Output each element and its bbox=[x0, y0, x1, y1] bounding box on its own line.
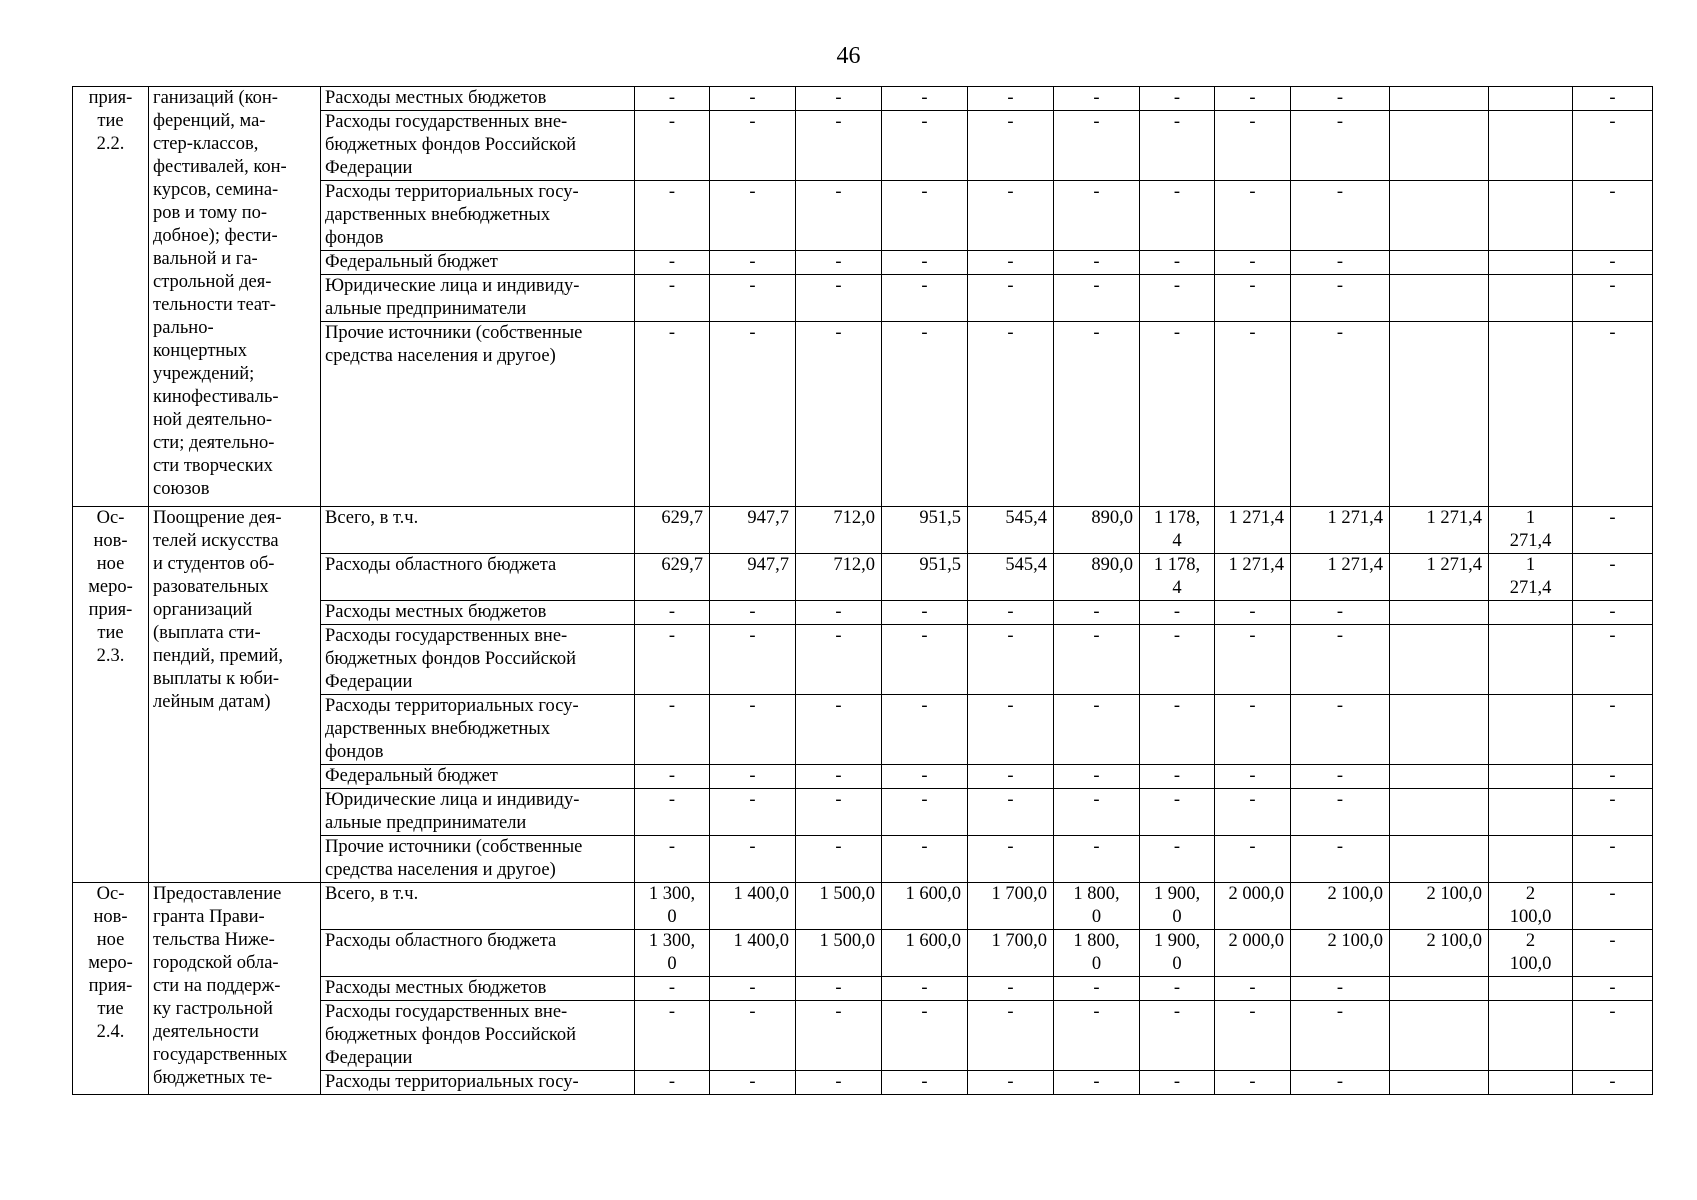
value-cell: - bbox=[882, 275, 968, 322]
value-cell: - bbox=[1291, 251, 1390, 275]
value-cell: - bbox=[1215, 625, 1291, 695]
value-cell: - bbox=[882, 789, 968, 836]
value-cell: - bbox=[1573, 1001, 1653, 1071]
value-cell bbox=[1390, 322, 1489, 507]
funding-source: Расходы местных бюджетов bbox=[321, 977, 635, 1001]
value-cell: - bbox=[1140, 765, 1215, 789]
value-cell: - bbox=[635, 181, 710, 251]
funding-source: Расходы областного бюджета bbox=[321, 930, 635, 977]
value-cell: - bbox=[1215, 977, 1291, 1001]
value-cell: - bbox=[882, 87, 968, 111]
table-row bbox=[73, 883, 1653, 930]
value-cell bbox=[1390, 275, 1489, 322]
value-cell: - bbox=[882, 601, 968, 625]
value-cell: - bbox=[968, 87, 1054, 111]
activity-number: прия- тие 2.2. bbox=[73, 87, 149, 507]
value-cell: - bbox=[968, 1071, 1054, 1095]
value-cell: 1 271,4 bbox=[1291, 554, 1390, 601]
value-cell bbox=[1489, 275, 1573, 322]
value-cell: 1 800, 0 bbox=[1054, 930, 1140, 977]
value-cell bbox=[1390, 695, 1489, 765]
funding-source: Юридические лица и индивиду- альные предприниматели bbox=[321, 275, 635, 322]
value-cell: 2 000,0 bbox=[1215, 930, 1291, 977]
value-cell bbox=[1390, 789, 1489, 836]
value-cell: 629,7 bbox=[635, 554, 710, 601]
value-cell: - bbox=[1291, 87, 1390, 111]
value-cell: - bbox=[710, 181, 796, 251]
funding-source: Всего, в т.ч. bbox=[321, 883, 635, 930]
value-cell: - bbox=[796, 695, 882, 765]
value-cell: - bbox=[710, 251, 796, 275]
value-cell: - bbox=[635, 1001, 710, 1071]
value-cell: 1 800, 0 bbox=[1054, 883, 1140, 930]
value-cell: - bbox=[710, 275, 796, 322]
value-cell bbox=[1489, 87, 1573, 111]
value-cell bbox=[1489, 836, 1573, 883]
value-cell: - bbox=[1573, 883, 1653, 930]
value-cell: - bbox=[1573, 251, 1653, 275]
value-cell: - bbox=[968, 625, 1054, 695]
value-cell: - bbox=[796, 789, 882, 836]
value-cell: - bbox=[635, 695, 710, 765]
funding-source: Расходы местных бюджетов bbox=[321, 601, 635, 625]
value-cell: - bbox=[882, 251, 968, 275]
value-cell: - bbox=[796, 87, 882, 111]
value-cell: - bbox=[1140, 977, 1215, 1001]
value-cell: - bbox=[796, 625, 882, 695]
value-cell: - bbox=[1291, 322, 1390, 507]
value-cell: - bbox=[1215, 1071, 1291, 1095]
value-cell: - bbox=[635, 322, 710, 507]
value-cell: - bbox=[882, 181, 968, 251]
funding-source: Расходы областного бюджета bbox=[321, 554, 635, 601]
value-cell: - bbox=[882, 765, 968, 789]
value-cell: - bbox=[1291, 111, 1390, 181]
value-cell: - bbox=[1054, 601, 1140, 625]
value-cell: - bbox=[1140, 789, 1215, 836]
value-cell: - bbox=[1140, 181, 1215, 251]
funding-source: Расходы государственных вне- бюджетных фондов Российской Федерации bbox=[321, 625, 635, 695]
activity-name: Поощрение дея- телей искусства и студентов об- разовательных организаций (выплата сти- пендий, премий, выплаты к юби- лейным датам) bbox=[149, 507, 321, 883]
value-cell: - bbox=[882, 977, 968, 1001]
value-cell: - bbox=[710, 977, 796, 1001]
value-cell: - bbox=[1573, 111, 1653, 181]
value-cell: - bbox=[1140, 625, 1215, 695]
value-cell: - bbox=[1054, 977, 1140, 1001]
value-cell bbox=[1390, 181, 1489, 251]
value-cell: 947,7 bbox=[710, 554, 796, 601]
value-cell bbox=[1489, 251, 1573, 275]
value-cell bbox=[1489, 322, 1573, 507]
value-cell: 1 900, 0 bbox=[1140, 883, 1215, 930]
value-cell bbox=[1390, 1071, 1489, 1095]
value-cell: 951,5 bbox=[882, 507, 968, 554]
value-cell: - bbox=[1573, 836, 1653, 883]
funding-source: Расходы государственных вне- бюджетных фондов Российской Федерации bbox=[321, 1001, 635, 1071]
value-cell: - bbox=[1140, 836, 1215, 883]
value-cell: - bbox=[1291, 625, 1390, 695]
value-cell bbox=[1489, 1071, 1573, 1095]
value-cell bbox=[1489, 181, 1573, 251]
value-cell: - bbox=[1054, 87, 1140, 111]
value-cell: 1 400,0 bbox=[710, 930, 796, 977]
value-cell: - bbox=[710, 1001, 796, 1071]
value-cell: - bbox=[1573, 554, 1653, 601]
value-cell: - bbox=[968, 1001, 1054, 1071]
value-cell: - bbox=[1291, 275, 1390, 322]
value-cell: - bbox=[968, 275, 1054, 322]
value-cell bbox=[1489, 789, 1573, 836]
table-row bbox=[73, 87, 1653, 111]
value-cell: - bbox=[1291, 181, 1390, 251]
value-cell: - bbox=[1573, 765, 1653, 789]
value-cell: 2 100,0 bbox=[1489, 930, 1573, 977]
value-cell: - bbox=[1215, 836, 1291, 883]
value-cell: - bbox=[1573, 601, 1653, 625]
value-cell: 890,0 bbox=[1054, 507, 1140, 554]
value-cell: - bbox=[1215, 87, 1291, 111]
value-cell: 951,5 bbox=[882, 554, 968, 601]
value-cell bbox=[1489, 601, 1573, 625]
value-cell bbox=[1390, 1001, 1489, 1071]
value-cell: - bbox=[1140, 275, 1215, 322]
value-cell: 890,0 bbox=[1054, 554, 1140, 601]
value-cell: - bbox=[710, 695, 796, 765]
value-cell: 1 700,0 bbox=[968, 883, 1054, 930]
value-cell: - bbox=[1573, 930, 1653, 977]
funding-source: Юридические лица и индивиду- альные предприниматели bbox=[321, 789, 635, 836]
value-cell: - bbox=[882, 695, 968, 765]
value-cell: - bbox=[882, 836, 968, 883]
value-cell bbox=[1390, 111, 1489, 181]
value-cell: - bbox=[968, 322, 1054, 507]
value-cell: 1 900, 0 bbox=[1140, 930, 1215, 977]
activity-name: ганизаций (кон- ференций, ма- стер-классов, фестивалей, кон- курсов, семина- ров и тому по- добное); фести- вальной и га- строльной дея- тельности теат- рально- концертных учреждений; кинофестиваль- ной деятельно- сти; деятельно- сти творческих союзов bbox=[149, 87, 321, 507]
value-cell: - bbox=[1140, 1071, 1215, 1095]
value-cell: - bbox=[1291, 977, 1390, 1001]
value-cell: 1 271,4 bbox=[1390, 507, 1489, 554]
funding-source: Прочие источники (собственные средства населения и другое) bbox=[321, 836, 635, 883]
value-cell: - bbox=[796, 1071, 882, 1095]
value-cell: - bbox=[968, 836, 1054, 883]
value-cell: - bbox=[635, 275, 710, 322]
value-cell: - bbox=[1573, 275, 1653, 322]
value-cell: - bbox=[1054, 275, 1140, 322]
value-cell: - bbox=[635, 765, 710, 789]
value-cell: - bbox=[882, 625, 968, 695]
value-cell: - bbox=[1054, 322, 1140, 507]
value-cell: - bbox=[710, 765, 796, 789]
activity-name: Предоставление гранта Прави- тельства Ниже- городской обла- сти на поддерж- ку гастрольной деятельности государственных бюджетных те- bbox=[149, 883, 321, 1095]
funding-source: Всего, в т.ч. bbox=[321, 507, 635, 554]
value-cell: 545,4 bbox=[968, 507, 1054, 554]
value-cell: - bbox=[1215, 601, 1291, 625]
value-cell: - bbox=[796, 275, 882, 322]
value-cell: - bbox=[635, 87, 710, 111]
value-cell: 1 271,4 bbox=[1291, 507, 1390, 554]
value-cell: - bbox=[882, 1071, 968, 1095]
value-cell: - bbox=[710, 836, 796, 883]
value-cell: - bbox=[635, 601, 710, 625]
value-cell bbox=[1489, 977, 1573, 1001]
value-cell: 1 500,0 bbox=[796, 883, 882, 930]
value-cell bbox=[1489, 625, 1573, 695]
value-cell: - bbox=[796, 765, 882, 789]
value-cell: 1 178, 4 bbox=[1140, 507, 1215, 554]
value-cell: 2 000,0 bbox=[1215, 883, 1291, 930]
value-cell: - bbox=[1215, 181, 1291, 251]
value-cell: - bbox=[1573, 625, 1653, 695]
value-cell: - bbox=[882, 1001, 968, 1071]
page-number: 46 bbox=[836, 43, 861, 69]
funding-source: Расходы территориальных госу- дарственных внебюджетных фондов bbox=[321, 181, 635, 251]
value-cell: - bbox=[710, 601, 796, 625]
value-cell: - bbox=[1140, 1001, 1215, 1071]
value-cell: - bbox=[1215, 1001, 1291, 1071]
value-cell bbox=[1489, 1001, 1573, 1071]
value-cell: - bbox=[710, 87, 796, 111]
value-cell: - bbox=[1573, 695, 1653, 765]
value-cell: - bbox=[1573, 1071, 1653, 1095]
value-cell: 2 100,0 bbox=[1390, 883, 1489, 930]
value-cell: - bbox=[1054, 251, 1140, 275]
value-cell: - bbox=[968, 181, 1054, 251]
funding-source: Федеральный бюджет bbox=[321, 251, 635, 275]
value-cell: - bbox=[1215, 275, 1291, 322]
value-cell bbox=[1390, 836, 1489, 883]
value-cell: - bbox=[635, 836, 710, 883]
value-cell: 2 100,0 bbox=[1489, 883, 1573, 930]
value-cell bbox=[1390, 765, 1489, 789]
value-cell: - bbox=[796, 181, 882, 251]
value-cell: - bbox=[1215, 789, 1291, 836]
value-cell: 2 100,0 bbox=[1291, 883, 1390, 930]
value-cell bbox=[1390, 87, 1489, 111]
budget-table bbox=[72, 86, 1653, 1095]
value-cell bbox=[1489, 765, 1573, 789]
funding-source: Расходы местных бюджетов bbox=[321, 87, 635, 111]
value-cell: - bbox=[1054, 765, 1140, 789]
value-cell: - bbox=[635, 251, 710, 275]
value-cell: - bbox=[710, 1071, 796, 1095]
value-cell: - bbox=[1291, 1001, 1390, 1071]
value-cell: 1 600,0 bbox=[882, 883, 968, 930]
value-cell: 947,7 bbox=[710, 507, 796, 554]
value-cell bbox=[1390, 977, 1489, 1001]
value-cell: - bbox=[635, 111, 710, 181]
funding-source: Расходы государственных вне- бюджетных фондов Российской Федерации bbox=[321, 111, 635, 181]
value-cell: - bbox=[1291, 601, 1390, 625]
value-cell: - bbox=[1140, 111, 1215, 181]
value-cell: - bbox=[796, 836, 882, 883]
value-cell: - bbox=[1140, 322, 1215, 507]
value-cell: - bbox=[1573, 789, 1653, 836]
value-cell: 1 271,4 bbox=[1390, 554, 1489, 601]
value-cell: 1 271,4 bbox=[1215, 554, 1291, 601]
value-cell: - bbox=[1140, 601, 1215, 625]
value-cell: 1 271,4 bbox=[1489, 507, 1573, 554]
value-cell: - bbox=[1573, 322, 1653, 507]
funding-source: Расходы территориальных госу- дарственных внебюджетных фондов bbox=[321, 695, 635, 765]
value-cell: 629,7 bbox=[635, 507, 710, 554]
value-cell: - bbox=[1573, 181, 1653, 251]
value-cell: - bbox=[1054, 695, 1140, 765]
value-cell bbox=[1390, 625, 1489, 695]
value-cell: - bbox=[1054, 789, 1140, 836]
value-cell: - bbox=[796, 601, 882, 625]
value-cell: - bbox=[796, 1001, 882, 1071]
value-cell: - bbox=[1140, 695, 1215, 765]
activity-number: Ос- нов- ное меро- прия- тие 2.3. bbox=[73, 507, 149, 883]
value-cell: 1 300, 0 bbox=[635, 930, 710, 977]
table-row bbox=[73, 507, 1653, 554]
value-cell: - bbox=[635, 625, 710, 695]
value-cell: - bbox=[796, 251, 882, 275]
value-cell: - bbox=[1291, 836, 1390, 883]
value-cell: - bbox=[635, 789, 710, 836]
value-cell: 1 500,0 bbox=[796, 930, 882, 977]
value-cell bbox=[1489, 111, 1573, 181]
value-cell: - bbox=[1054, 1001, 1140, 1071]
value-cell: - bbox=[1054, 625, 1140, 695]
value-cell: - bbox=[635, 977, 710, 1001]
value-cell: - bbox=[1215, 322, 1291, 507]
value-cell: - bbox=[1054, 836, 1140, 883]
value-cell: - bbox=[710, 625, 796, 695]
value-cell: - bbox=[1215, 765, 1291, 789]
value-cell: - bbox=[882, 111, 968, 181]
value-cell: 1 178, 4 bbox=[1140, 554, 1215, 601]
value-cell: 1 271,4 bbox=[1215, 507, 1291, 554]
value-cell: 545,4 bbox=[968, 554, 1054, 601]
value-cell: - bbox=[1054, 111, 1140, 181]
value-cell: - bbox=[968, 111, 1054, 181]
value-cell: - bbox=[968, 695, 1054, 765]
value-cell: - bbox=[1291, 695, 1390, 765]
value-cell: - bbox=[1573, 507, 1653, 554]
value-cell: 2 100,0 bbox=[1390, 930, 1489, 977]
value-cell: - bbox=[1054, 181, 1140, 251]
value-cell: 1 271,4 bbox=[1489, 554, 1573, 601]
value-cell: - bbox=[1054, 1071, 1140, 1095]
value-cell: 1 300, 0 bbox=[635, 883, 710, 930]
value-cell: - bbox=[968, 601, 1054, 625]
value-cell: - bbox=[968, 789, 1054, 836]
value-cell: - bbox=[1291, 789, 1390, 836]
value-cell: - bbox=[796, 322, 882, 507]
value-cell: - bbox=[1140, 251, 1215, 275]
value-cell: - bbox=[1573, 87, 1653, 111]
value-cell: - bbox=[710, 111, 796, 181]
value-cell: 712,0 bbox=[796, 507, 882, 554]
table-body bbox=[73, 87, 1653, 1095]
value-cell: 712,0 bbox=[796, 554, 882, 601]
value-cell: - bbox=[882, 322, 968, 507]
value-cell: 1 700,0 bbox=[968, 930, 1054, 977]
value-cell: - bbox=[796, 977, 882, 1001]
funding-source: Расходы территориальных госу- bbox=[321, 1071, 635, 1095]
value-cell: - bbox=[796, 111, 882, 181]
value-cell: - bbox=[1215, 695, 1291, 765]
value-cell: - bbox=[1215, 251, 1291, 275]
value-cell bbox=[1390, 601, 1489, 625]
activity-number: Ос- нов- ное меро- прия- тие 2.4. bbox=[73, 883, 149, 1095]
value-cell: - bbox=[1291, 1071, 1390, 1095]
value-cell: - bbox=[1291, 765, 1390, 789]
value-cell: 1 400,0 bbox=[710, 883, 796, 930]
value-cell: - bbox=[968, 765, 1054, 789]
value-cell bbox=[1489, 695, 1573, 765]
funding-source: Прочие источники (собственные средства населения и другое) bbox=[321, 322, 635, 507]
value-cell bbox=[1390, 251, 1489, 275]
value-cell: - bbox=[968, 251, 1054, 275]
value-cell: 1 600,0 bbox=[882, 930, 968, 977]
value-cell: 2 100,0 bbox=[1291, 930, 1390, 977]
value-cell: - bbox=[710, 789, 796, 836]
value-cell: - bbox=[968, 977, 1054, 1001]
value-cell: - bbox=[1215, 111, 1291, 181]
value-cell: - bbox=[1140, 87, 1215, 111]
value-cell: - bbox=[710, 322, 796, 507]
funding-source: Федеральный бюджет bbox=[321, 765, 635, 789]
value-cell: - bbox=[635, 1071, 710, 1095]
value-cell: - bbox=[1573, 977, 1653, 1001]
